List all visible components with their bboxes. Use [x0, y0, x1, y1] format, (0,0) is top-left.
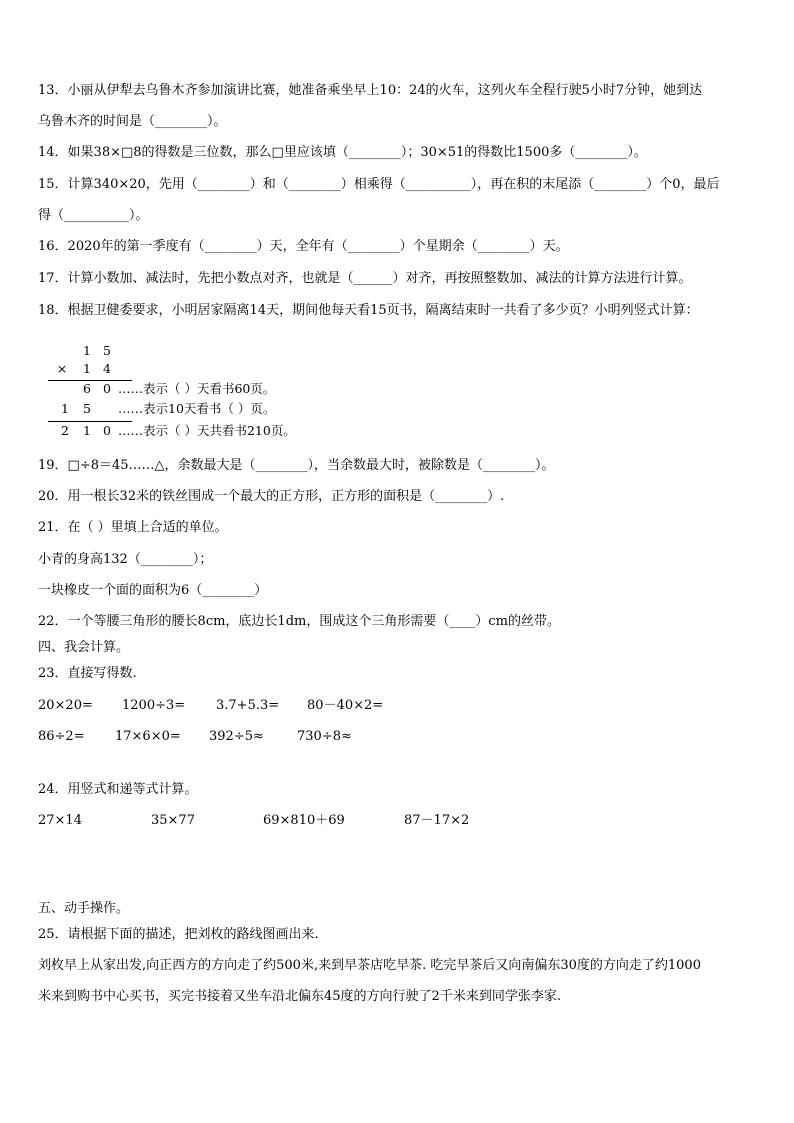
digit: 0 [103, 381, 111, 396]
digit: 1 [83, 343, 91, 358]
digit: 1 [83, 361, 91, 376]
oral-calc-item: 1200÷3= [122, 698, 186, 713]
q18-row3-note: ……表示（ ）天看书60页。 [118, 381, 276, 396]
q18-stem: 18．根据卫健委要求，小明居家隔离14天，期间他每天看15页书，隔离结束时一共看了多少页？小明列竖式计算： [38, 303, 699, 318]
digit: 1 [61, 401, 69, 416]
q21-item1: 小青的身高132（________）； [38, 552, 213, 567]
q25-line2: 米来到购书中心买书，买完书接着又坐车沿北偏东45度的方向行驶了2千米来到同学张李家. [38, 989, 561, 1004]
q23-stem: 23．直接写得数. [38, 666, 137, 681]
q21-stem: 21．在（ ）里填上合适的单位。 [38, 520, 228, 535]
multiply-sign: × [56, 361, 68, 376]
q17-text: 17．计算小数加、减法时，先把小数点对齐，也就是（______）对齐，再按照整数加、减法的计算方法进行计算。 [38, 271, 692, 286]
q15-line1: 15．计算340×20，先用（________）和（________）相乘得（__________），再在积的末尾添（________）个0，最后 [38, 177, 720, 192]
q21-item2: 一块橡皮一个面的面积为6（________） [38, 583, 268, 598]
q13-line2: 乌鲁木齐的时间是（________）。 [38, 114, 227, 129]
oral-calc-item: 20×20= [38, 698, 93, 713]
oral-calc-item: 80－40×2= [307, 698, 384, 713]
calc-rule-2 [48, 421, 132, 422]
digit: 5 [83, 401, 91, 416]
q18-row5-note: ……表示（ ）天共看书210页。 [118, 423, 296, 438]
written-calc-item: 69×810＋69 [263, 813, 345, 828]
q19-text: 19．□÷8＝45……△，余数最大是（________），当余数最大时，被除数是（________）。 [38, 458, 555, 473]
digit: 2 [61, 423, 69, 438]
q15-line2: 得（__________）。 [38, 208, 149, 223]
digit: 5 [103, 343, 111, 358]
q25-line1: 刘枚早上从家出发,向正西方的方向走了约500米,来到早茶店吃早茶. 吃完早茶后又向南偏东30度的方向走了约1000 [38, 958, 701, 973]
q16-text: 16．2020年的第一季度有（________）天，全年有（________）个星期余（________）天。 [38, 239, 569, 254]
oral-calc-item: 730÷8≈ [297, 729, 352, 744]
q25-stem: 25．请根据下面的描述，把刘枚的路线图画出来. [38, 927, 319, 942]
written-calc-item: 87－17×2 [404, 813, 470, 828]
oral-calc-item: 3.7+5.3= [216, 698, 280, 713]
oral-calc-item: 17×6×0= [115, 729, 181, 744]
digit: 1 [83, 423, 91, 438]
oral-calc-item: 86÷2= [38, 729, 85, 744]
q13-line1: 13．小丽从伊犁去乌鲁木齐参加演讲比赛，她准备乘坐早上10：24的火车，这列火车全程行驶5小时7分钟，她到达 [38, 83, 703, 98]
q18-row4-note: ……表示10天看书（ ）页。 [118, 401, 276, 416]
section-5-heading: 五、动手操作。 [38, 901, 130, 916]
written-calc-item: 35×77 [151, 813, 195, 828]
digit: 0 [103, 423, 111, 438]
q22-text: 22．一个等腰三角形的腰长8cm，底边长1dm，围成这个三角形需要（____）cm的丝带。 [38, 614, 560, 629]
written-calc-item: 27×14 [38, 813, 82, 828]
oral-calc-item: 392÷5≈ [209, 729, 264, 744]
section-4-heading: 四、我会计算。 [38, 640, 130, 655]
q20-text: 20．用一根长32米的铁丝围成一个最大的正方形，正方形的面积是（________）. [38, 489, 505, 504]
q14-text: 14．如果38×□8的得数是三位数，那么□里应该填（________）；30×51的得数比1500多（________）。 [38, 145, 647, 160]
digit: 4 [103, 361, 111, 376]
digit: 6 [83, 381, 91, 396]
q24-stem: 24．用竖式和递等式计算。 [38, 782, 198, 797]
